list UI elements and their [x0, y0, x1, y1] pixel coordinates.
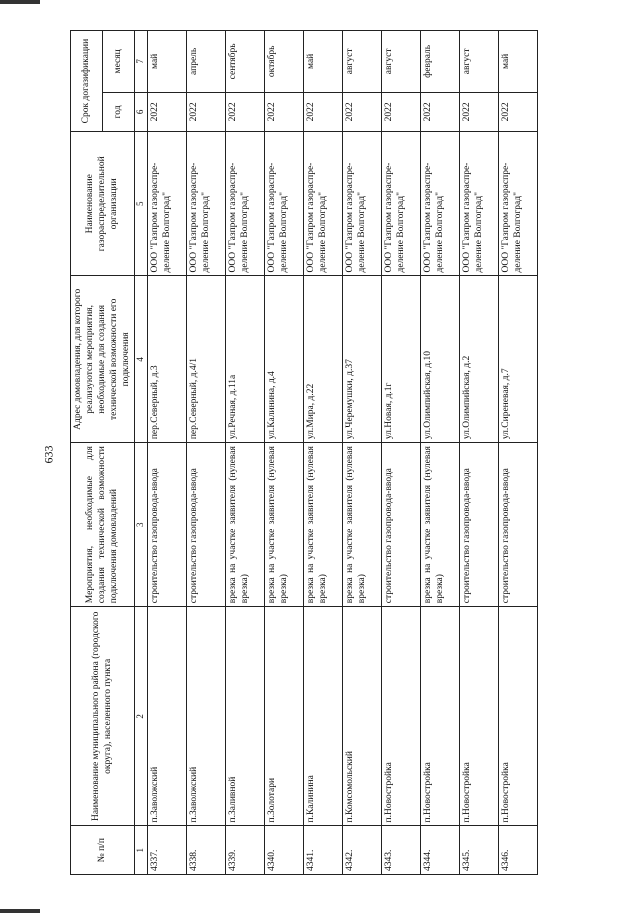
document-table-area	[70, 30, 640, 875]
row-org: ООО "Газпром газораспре-деление Волгоград"	[225, 132, 264, 276]
row-org: ООО "Газпром газораспре-деление Волгоград"	[303, 132, 342, 276]
row-num: 4341.	[303, 826, 342, 875]
row-area: п.Комсомольский	[342, 607, 381, 826]
column-number: 5	[135, 132, 147, 276]
row-month: август	[459, 31, 498, 93]
row-year: 2022	[498, 92, 537, 131]
column-number: 1	[135, 826, 147, 875]
table-row	[186, 31, 225, 875]
row-month: апрель	[186, 31, 225, 93]
header-month: месяц	[103, 31, 135, 93]
column-number: 4	[135, 276, 147, 443]
row-area: п.Заволжский	[186, 607, 225, 826]
table-row	[381, 31, 420, 875]
row-measures: строительство газопровода-ввода	[459, 443, 498, 607]
row-area: п.Новостройка	[381, 607, 420, 826]
row-address: ул.Олимпийская, д.10	[420, 276, 459, 443]
row-area: п.Новостройка	[459, 607, 498, 826]
scan-edge-mark-top	[0, 0, 40, 18]
row-area: п.Золотари	[264, 607, 303, 826]
row-address: пер.Северный, д.3	[147, 276, 186, 443]
row-address: ул.Олимпийская, д.2	[459, 276, 498, 443]
row-measures: врезка на участке заявителя (нулевая врезка)	[420, 443, 459, 607]
column-number: 3	[135, 443, 147, 607]
row-month: сентябрь	[225, 31, 264, 93]
row-address: ул.Калинина, д.4	[264, 276, 303, 443]
row-measures: строительство газопровода-ввода	[498, 443, 537, 607]
row-month: август	[381, 31, 420, 93]
row-measures: врезка на участке заявителя (нулевая врезка)	[264, 443, 303, 607]
row-address: ул.Новая, д.1г	[381, 276, 420, 443]
row-area: п.Заливной	[225, 607, 264, 826]
row-area: п.Заволжский	[147, 607, 186, 826]
row-year: 2022	[381, 92, 420, 131]
page-number: 633	[41, 445, 56, 464]
row-address: ул.Сиреневая, д.7	[498, 276, 537, 443]
header-address: Адрес домовладения, для которого реализуются мероприятия, необходимые для создания технической возможности его подключения	[71, 276, 135, 443]
header-num: № п/п	[71, 826, 135, 875]
row-measures: врезка на участке заявителя (нулевая врезка)	[342, 443, 381, 607]
header-year: год	[103, 92, 135, 131]
table-row	[264, 31, 303, 875]
row-num: 4339.	[225, 826, 264, 875]
row-year: 2022	[147, 92, 186, 131]
row-num: 4343.	[381, 826, 420, 875]
header-area: Наименование муниципального района (городского округа), населенного пункта	[71, 607, 135, 826]
row-month: май	[147, 31, 186, 93]
row-org: ООО "Газпром газораспре-деление Волгоград"	[459, 132, 498, 276]
row-measures: строительство газопровода-ввода	[381, 443, 420, 607]
table-row	[459, 31, 498, 875]
gasification-table	[70, 30, 538, 875]
row-num: 4342.	[342, 826, 381, 875]
row-measures: врезка на участке заявителя (нулевая врезка)	[303, 443, 342, 607]
column-number: 7	[135, 31, 147, 93]
row-org: ООО "Газпром газораспре-деление Волгоград"	[498, 132, 537, 276]
column-number-row	[135, 31, 147, 875]
row-year: 2022	[264, 92, 303, 131]
table-row	[225, 31, 264, 875]
row-year: 2022	[459, 92, 498, 131]
header-measures: Мероприятия, необходимые для создания технической возможности подключения домовладений	[71, 443, 135, 607]
column-number: 2	[135, 607, 147, 826]
table-row	[498, 31, 537, 875]
row-org: ООО "Газпром газораспре-деление Волгоград"	[264, 132, 303, 276]
row-measures: строительство газопровода-ввода	[147, 443, 186, 607]
table-row	[303, 31, 342, 875]
scan-edge-mark-bottom	[0, 895, 40, 913]
row-address: ул.Черемушки, д.37	[342, 276, 381, 443]
row-measures: строительство газопровода-ввода	[186, 443, 225, 607]
row-month: май	[303, 31, 342, 93]
table-row	[342, 31, 381, 875]
row-year: 2022	[225, 92, 264, 131]
row-area: п.Новостройка	[498, 607, 537, 826]
table-row	[147, 31, 186, 875]
row-address: ул.Речная, д.11а	[225, 276, 264, 443]
header-org: Наименование газораспределительной организации	[71, 132, 135, 276]
header-term: Срок догазификации	[71, 31, 103, 132]
row-org: ООО "Газпром газораспре-деление Волгоград"	[147, 132, 186, 276]
row-measures: врезка на участке заявителя (нулевая врезка)	[225, 443, 264, 607]
row-area: п.Калинина	[303, 607, 342, 826]
table-row	[420, 31, 459, 875]
row-org: ООО "Газпром газораспре-деление Волгоград"	[342, 132, 381, 276]
row-year: 2022	[303, 92, 342, 131]
row-address: ул.Мира, д.22	[303, 276, 342, 443]
row-num: 4345.	[459, 826, 498, 875]
column-number: 6	[135, 92, 147, 131]
row-month: февраль	[420, 31, 459, 93]
row-num: 4346.	[498, 826, 537, 875]
row-address: пер.Северный, д.4/1	[186, 276, 225, 443]
row-year: 2022	[186, 92, 225, 131]
row-year: 2022	[420, 92, 459, 131]
row-num: 4344.	[420, 826, 459, 875]
row-month: май	[498, 31, 537, 93]
row-month: август	[342, 31, 381, 93]
row-org: ООО "Газпром газораспре-деление Волгоград"	[420, 132, 459, 276]
row-month: октябрь	[264, 31, 303, 93]
row-area: п.Новостройка	[420, 607, 459, 826]
row-year: 2022	[342, 92, 381, 131]
header-row	[71, 31, 103, 875]
row-org: ООО "Газпром газораспре-деление Волгоград"	[186, 132, 225, 276]
row-num: 4338.	[186, 826, 225, 875]
row-org: ООО "Газпром газораспре-деление Волгоград"	[381, 132, 420, 276]
row-num: 4340.	[264, 826, 303, 875]
row-num: 4337.	[147, 826, 186, 875]
